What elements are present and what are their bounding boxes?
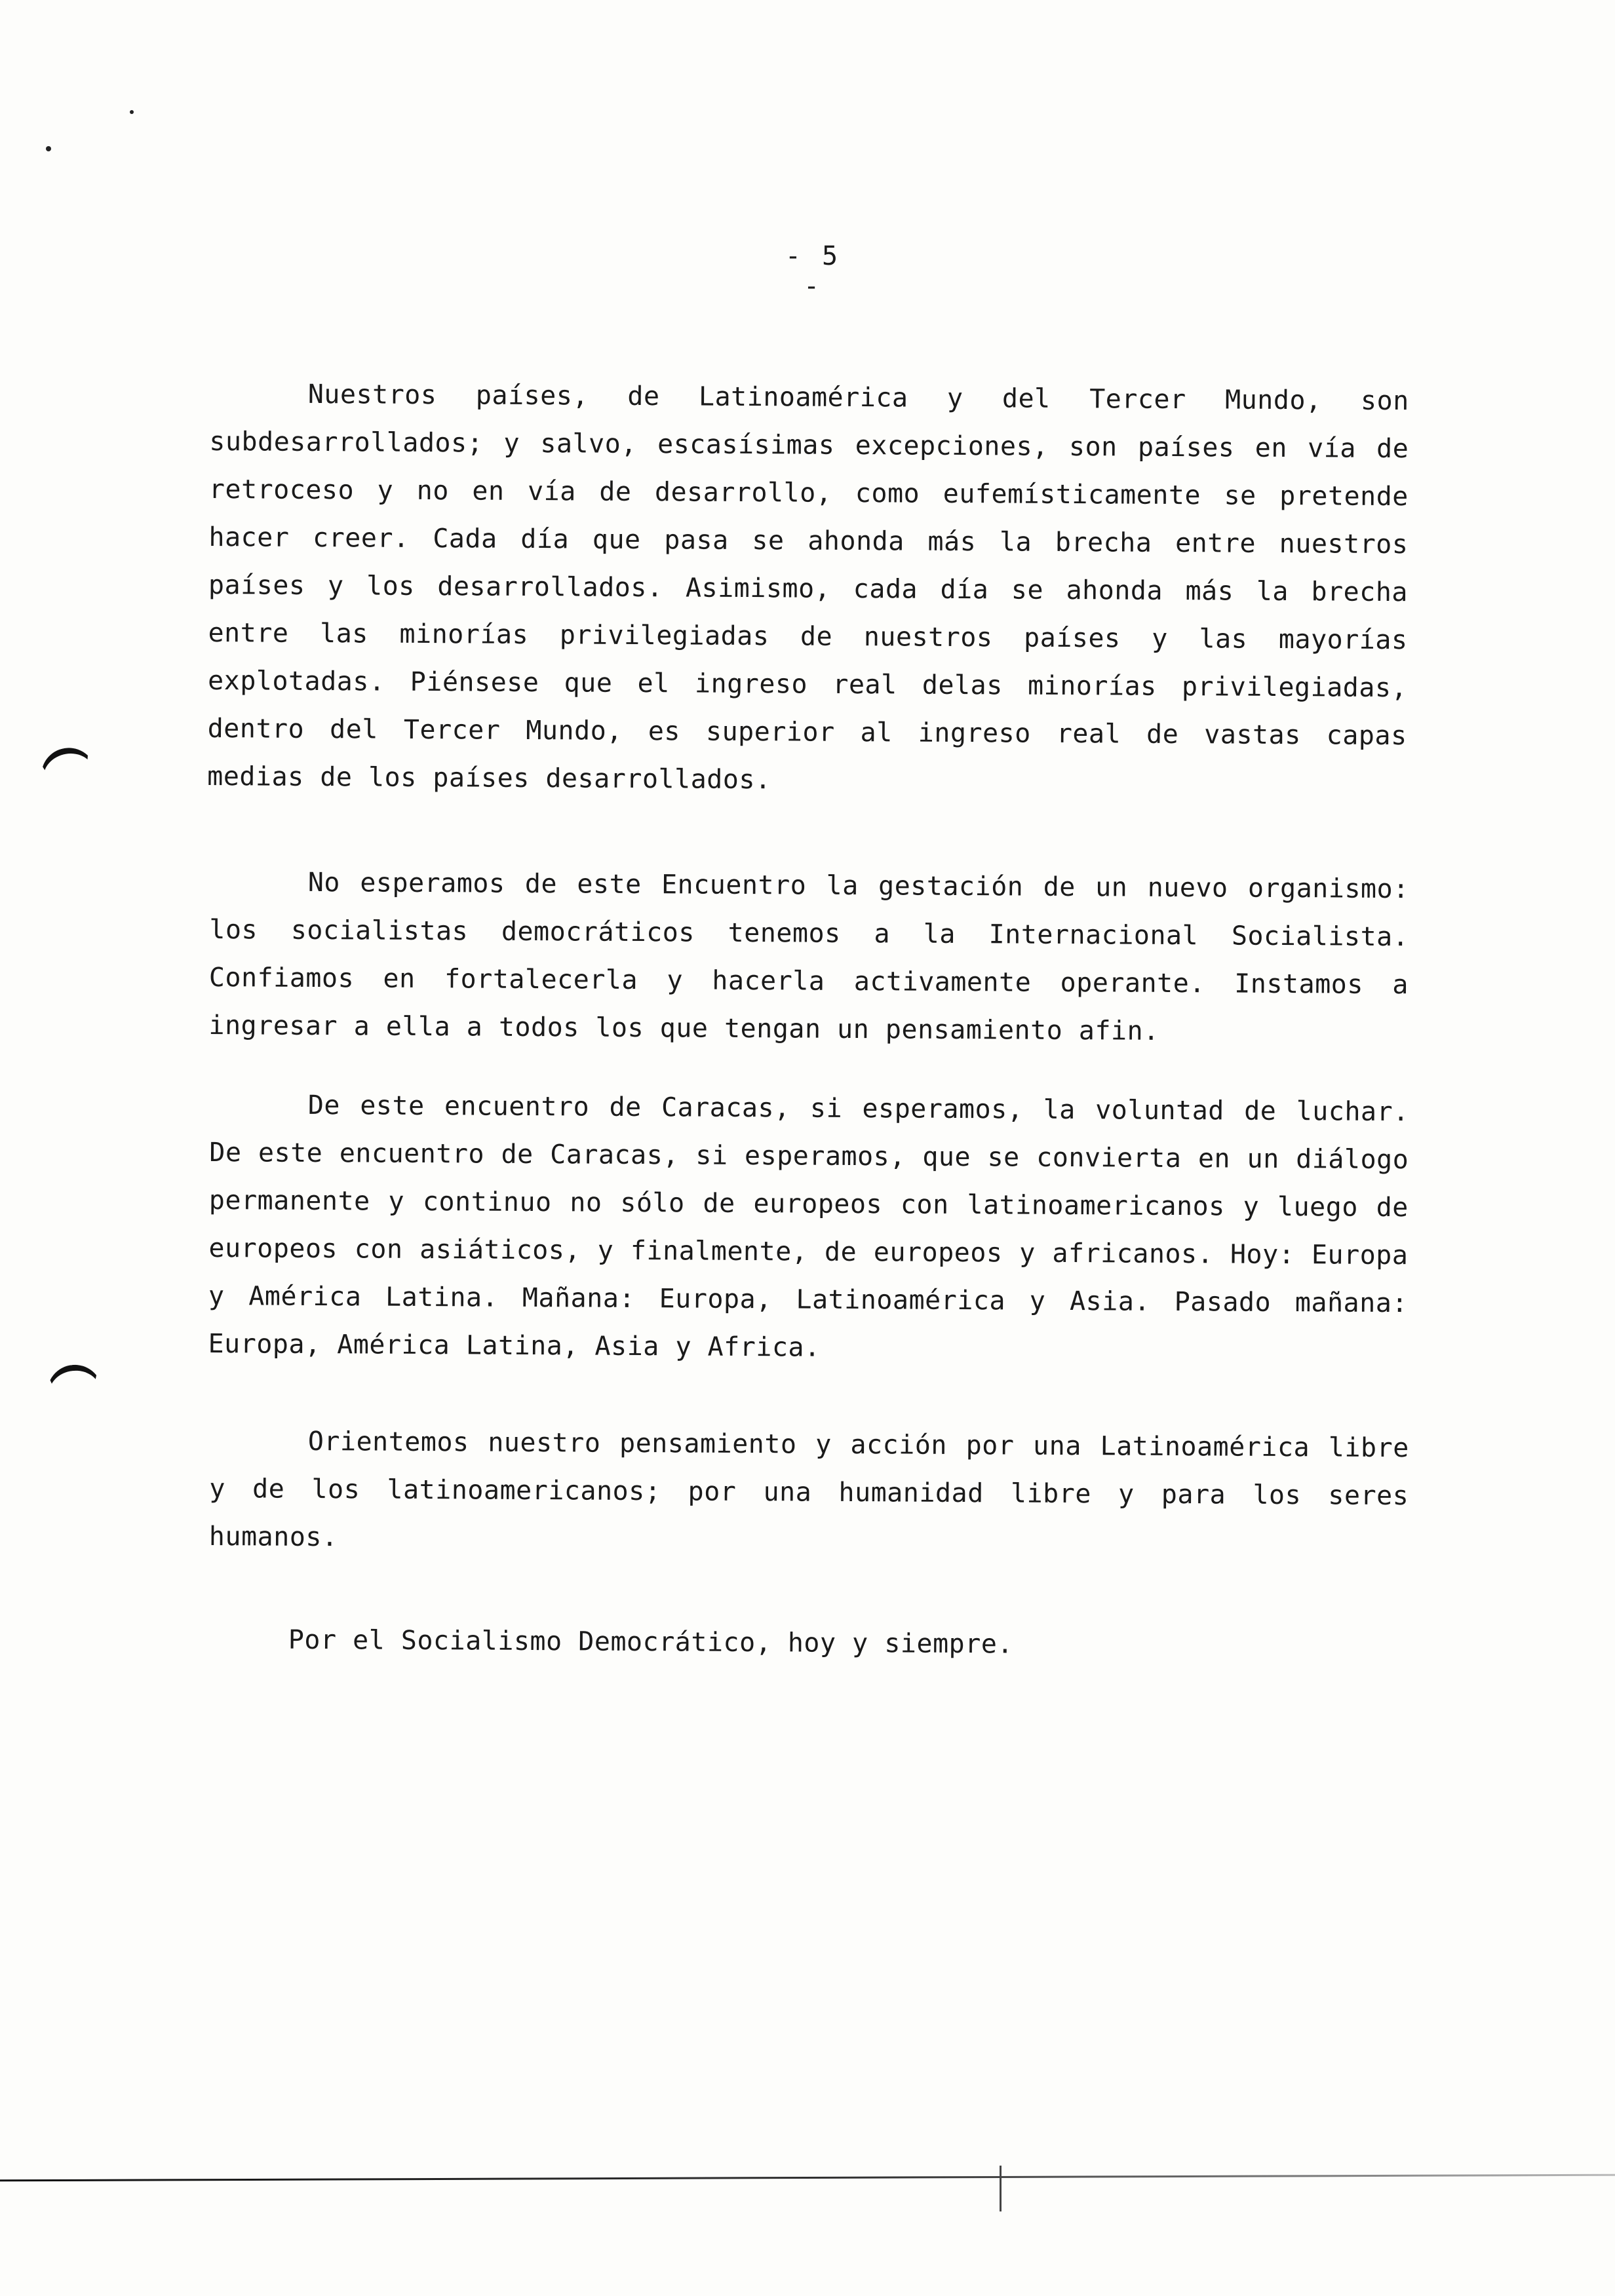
scan-speck	[130, 110, 134, 114]
paragraph-caracas-encounter: De este encuentro de Caracas, si esperamos, la voluntad de luchar. De este encuentro de Caracas, si esperamos, que se convierta en un diálogo permanente y continuo no sólo de europeos con latinoamericanos y luego de europeos con asiáticos, y finalmente, de europeos y africanos. Hoy: Europa y América Latina. Mañana: Europa, Latinoamérica y Asia. Pasado mañana: Europa, América Latina, Asia y Africa.	[208, 1090, 1409, 1363]
page-bottom-rule	[0, 2174, 1615, 2182]
paragraph-underdevelopment: Nuestros países, de Latinoamérica y del Tercer Mundo, son subdesarrollados; y salvo, escasísimas excepciones, son países en vía de retroceso y no en vía de desarrollo, como eufemísticamente se pretende hacer creer. Cada día que pasa se ahonda más la brecha entre nuestros países y los desarrollados. Asimismo, cada día se ahonda más la brecha entre las minorías privilegiadas de nuestros países y las mayorías explotadas. Piénsese que el ingreso real delas minorías privilegiadas, dentro del Tercer Mundo, es superior al ingreso real de vastas capas medias de los países desarrollados.	[207, 379, 1409, 795]
punch-hole-mark	[45, 1362, 102, 1396]
scan-speck	[46, 146, 51, 151]
page-bottom-tick	[1000, 2166, 1002, 2211]
paragraph-free-latin-america: Orientemos nuestro pensamiento y acción por una Latinoamérica libre y de los latinoamericanos; por una humanidad libre y para los seres humanos.	[208, 1426, 1409, 1553]
paragraph-socialist-international: No esperamos de este Encuentro la gestación de un nuevo organismo: los socialistas democráticos tenemos a la Internacional Socialista. Confiamos en fortalecerla y hacerla activamente operante. Instamos a ingresar a ella a todos los que tengan un pensamiento afin.	[208, 867, 1409, 1046]
punch-hole-mark	[35, 742, 96, 782]
paragraph-closing-slogan: Por el Socialismo Democrático, hoy y siempre.	[288, 1624, 1014, 1660]
page-number: - 5 -	[785, 241, 841, 301]
